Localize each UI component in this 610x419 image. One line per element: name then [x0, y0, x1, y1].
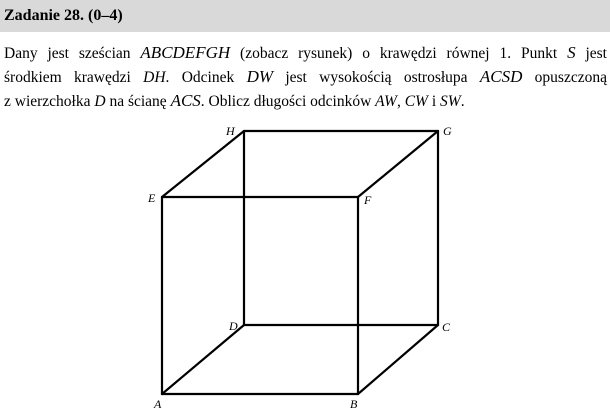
- edge-ad: [162, 325, 244, 394]
- math-cube-name: ABCDEFGH: [140, 43, 231, 62]
- edge-bc: [358, 325, 438, 394]
- text-segment: (zobacz rysunek) o krawędzi równej 1. Punkt: [230, 45, 568, 62]
- vertex-label-h: H: [226, 124, 235, 138]
- task-header-bar: [0, 0, 610, 32]
- math-segment-cw: CW: [404, 93, 428, 110]
- text-segment: ,: [396, 93, 405, 110]
- vertex-label-a: A: [154, 397, 162, 411]
- text-segment: jest: [575, 45, 607, 62]
- math-segment-aw: AW: [375, 93, 397, 110]
- vertex-label-g: G: [443, 124, 452, 138]
- vertex-label-e: E: [148, 191, 156, 205]
- math-point-s: S: [567, 43, 576, 62]
- text-segment: . Oblicz długości odcinków: [200, 93, 376, 110]
- problem-line-3: [4, 89, 607, 113]
- vertex-label-f: F: [364, 193, 372, 207]
- text-segment: . Odcinek: [165, 69, 247, 86]
- math-segment-dw: DW: [246, 67, 274, 86]
- math-pyramid-acsd: ACSD: [479, 67, 523, 86]
- problem-line-2: [4, 65, 607, 89]
- math-edge-dh: DH: [143, 69, 166, 86]
- math-face-acs: ACS: [170, 91, 201, 110]
- vertex-label-d: D: [229, 319, 238, 333]
- text-segment: i: [427, 93, 441, 110]
- text-segment: na ścianę: [105, 93, 171, 110]
- math-segment-sw: SW: [440, 93, 461, 110]
- text-segment: jest wysokością ostrosłupa: [273, 69, 480, 86]
- vertex-label-c: C: [442, 320, 451, 334]
- text-segment: .: [460, 93, 465, 110]
- cube-figure: [140, 120, 470, 418]
- text-segment: Dany jest sześcian: [4, 45, 141, 62]
- math-vertex-d: D: [94, 93, 106, 110]
- vertex-label-b: B: [350, 397, 358, 411]
- problem-line-1: [4, 41, 607, 65]
- problem-statement: [4, 41, 607, 113]
- text-segment: środkiem krawędzi: [4, 69, 144, 86]
- task-title: Zadanie 28. (0–4): [4, 7, 123, 24]
- text-segment: z wierzchołka: [4, 93, 95, 110]
- text-segment: opuszczoną: [522, 69, 607, 86]
- edge-fg: [358, 131, 438, 197]
- edge-eh: [162, 131, 244, 197]
